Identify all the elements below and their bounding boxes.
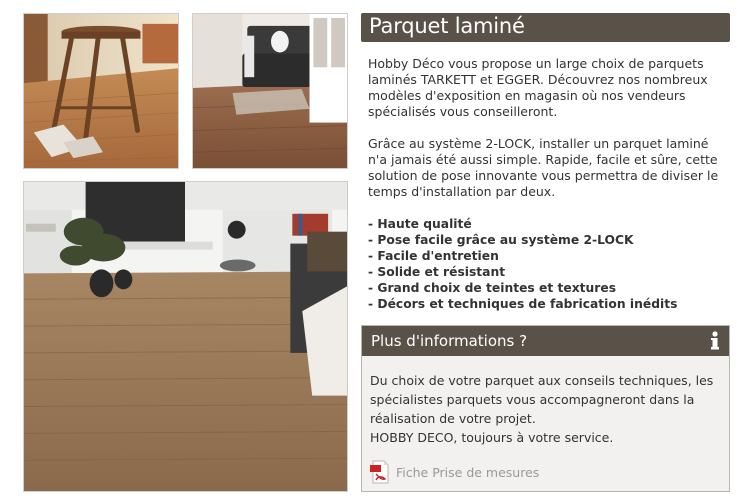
- feature-item: - Facile d'entretien: [368, 249, 499, 263]
- info-title: Plus d'informations ?: [371, 332, 528, 350]
- info-text: Du choix de votre parquet aux conseils techniques, les spécialistes parquets vous accompagneront dans la réalisation de votre projet.: [370, 373, 714, 426]
- info-header: [362, 326, 729, 356]
- feature-item: - Haute qualité: [368, 217, 472, 231]
- info-tagline: HOBBY DECO, toujours à votre service.: [370, 430, 614, 445]
- pdf-icon: [370, 460, 390, 484]
- main-content: [368, 56, 728, 312]
- info-body: [370, 371, 720, 447]
- photo-sofa-room: [192, 13, 348, 169]
- fiche-prise-mesures-link[interactable]: [370, 460, 539, 484]
- info-icon: [709, 331, 721, 351]
- feature-item: - Grand choix de teintes et textures: [368, 281, 617, 295]
- title-bar: [361, 13, 730, 42]
- fiche-link-label: Fiche Prise de mesures: [396, 464, 540, 480]
- system-paragraph: Grâce au système 2-LOCK, installer un parquet laminé n'a jamais été aussi simple. Rapide, facile et sûre, cette solution de pose innovante vous permettra de diviser le temps d'installation par deux.: [368, 136, 719, 199]
- feature-item: - Solide et résistant: [368, 265, 506, 279]
- stool-floor-image: [24, 14, 178, 168]
- page-title: Parquet laminé: [369, 14, 525, 38]
- intro-paragraph: Hobby Déco vous propose un large choix de parquets laminés TARKETT et EGGER. Découvrez nos nombreux modèles d'exposition en magasin où nos vendeurs spécialisés vous conseilleront.: [368, 56, 708, 119]
- feature-item: - Décors et techniques de fabrication inédits: [368, 297, 678, 311]
- features-list: [368, 216, 728, 312]
- sofa-room-image: [193, 14, 347, 168]
- photo-stool-floor: [23, 13, 179, 169]
- living-room-image: [24, 182, 347, 491]
- photo-living-room: [23, 181, 348, 492]
- info-box: [361, 325, 730, 492]
- feature-item: - Pose facile grâce au système 2-LOCK: [368, 233, 634, 247]
